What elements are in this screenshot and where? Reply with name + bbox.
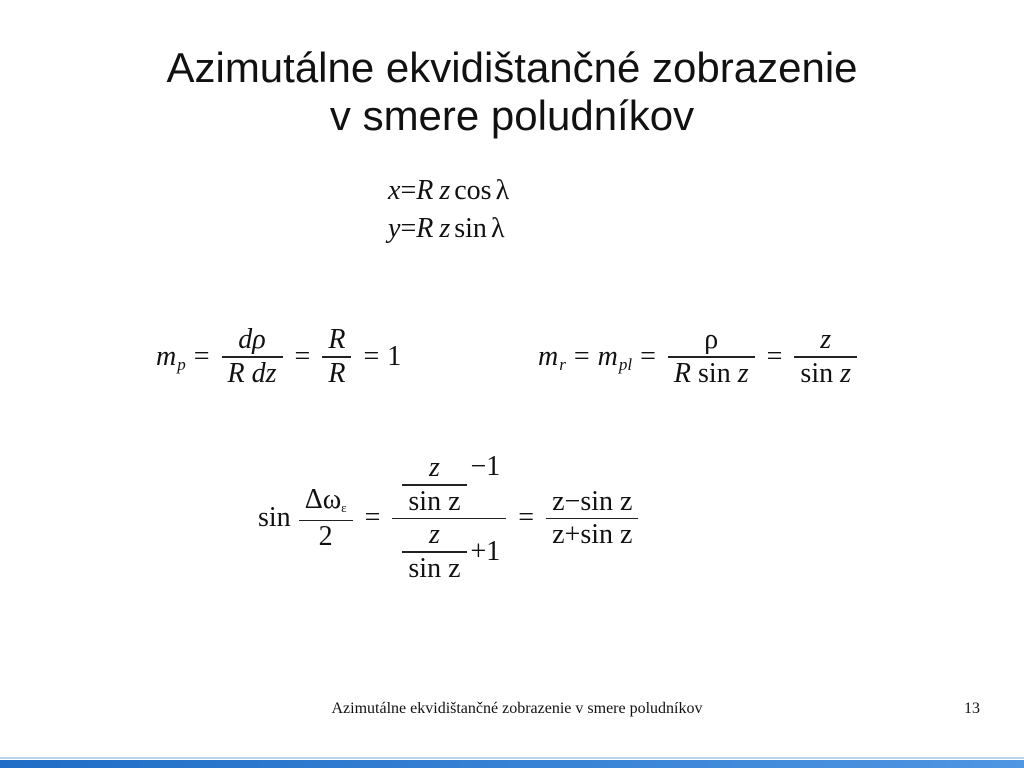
var-x: x <box>388 175 401 206</box>
compound-numerator <box>392 452 506 518</box>
equals-sign: = <box>518 502 535 534</box>
numerator <box>299 484 353 520</box>
fraction-rhs <box>546 486 638 552</box>
denominator: R <box>328 357 346 389</box>
numerator: dρ <box>238 324 266 355</box>
denominator <box>794 358 857 390</box>
sub-p: p <box>177 354 186 374</box>
equals-sign: = <box>193 340 210 372</box>
sub-epsilon: ε <box>341 499 347 515</box>
sub-pl: pl <box>618 354 633 374</box>
var-lambda: λ <box>495 175 510 206</box>
func-cos: cos <box>454 175 492 206</box>
minus-one: −1 <box>470 450 501 482</box>
numerator: z−sin z <box>552 485 633 517</box>
denominator: z+sin z <box>552 519 633 550</box>
slide-title-line1: Azimutálne ekvidištančné zobrazenie <box>166 44 858 91</box>
denominator: sin z <box>408 485 461 517</box>
numerator: z <box>820 324 832 355</box>
denominator: sin z <box>408 552 461 584</box>
equation-mr <box>538 324 861 390</box>
slide-title-line2: v smere poludníkov <box>329 92 695 139</box>
compound-denominator <box>392 519 506 585</box>
denominator: R dz <box>227 357 277 389</box>
denominator <box>668 358 755 390</box>
equals-sign: = <box>573 340 590 372</box>
func-sin: sin <box>454 213 487 244</box>
equals-sign: = <box>640 340 656 372</box>
var-z: z <box>439 213 451 244</box>
fraction-drho-Rdz <box>222 324 283 390</box>
inner-fraction-top <box>402 452 466 518</box>
value-one: 1 <box>387 340 402 372</box>
slide-footer: Azimutálne ekvidištančné zobrazenie v smere poludníkov <box>331 700 703 717</box>
equals-sign: = <box>363 340 380 372</box>
equation-y <box>388 210 509 248</box>
equals-sign: = <box>400 175 417 206</box>
numerator: z <box>428 452 440 483</box>
fraction-delta-omega-2 <box>299 484 353 554</box>
equation-omega <box>258 452 642 585</box>
equation-x <box>388 172 509 210</box>
var-lambda: λ <box>490 213 505 244</box>
var-z: z <box>737 357 749 389</box>
numerator: R <box>328 324 346 355</box>
plus-one: +1 <box>470 535 501 567</box>
compound-fraction <box>392 452 506 585</box>
footer-accent-bar <box>0 760 1024 768</box>
inner-fraction-bottom <box>402 519 466 585</box>
func-sin: sin <box>258 502 291 534</box>
equals-sign: = <box>766 340 783 372</box>
equals-sign: = <box>294 340 311 372</box>
denominator: 2 <box>318 521 333 552</box>
delta-omega: Δω <box>304 483 342 515</box>
footer-divider-line <box>0 757 1024 759</box>
func-sin: sin <box>698 357 731 389</box>
equals-sign: = <box>400 213 417 244</box>
fraction-R-R <box>322 324 351 390</box>
fraction-z-sinz <box>794 324 857 390</box>
var-R: R <box>416 213 434 244</box>
var-z: z <box>840 357 852 389</box>
var-R: R <box>673 357 692 389</box>
sub-r: r <box>559 354 566 374</box>
equation-mp <box>156 324 401 390</box>
var-m: m <box>538 340 559 372</box>
fraction-rho-Rsinz <box>668 324 755 390</box>
xy-equations <box>388 172 509 248</box>
var-y: y <box>388 213 401 244</box>
page-number: 13 <box>964 700 980 717</box>
numerator: z <box>428 519 440 550</box>
var-m: m <box>597 340 618 372</box>
var-m: m <box>156 340 177 372</box>
func-sin: sin <box>800 357 834 389</box>
equals-sign: = <box>364 502 381 534</box>
var-R: R <box>416 175 434 206</box>
var-z: z <box>439 175 451 206</box>
numerator: ρ <box>704 324 719 355</box>
slide-title <box>0 44 1024 140</box>
